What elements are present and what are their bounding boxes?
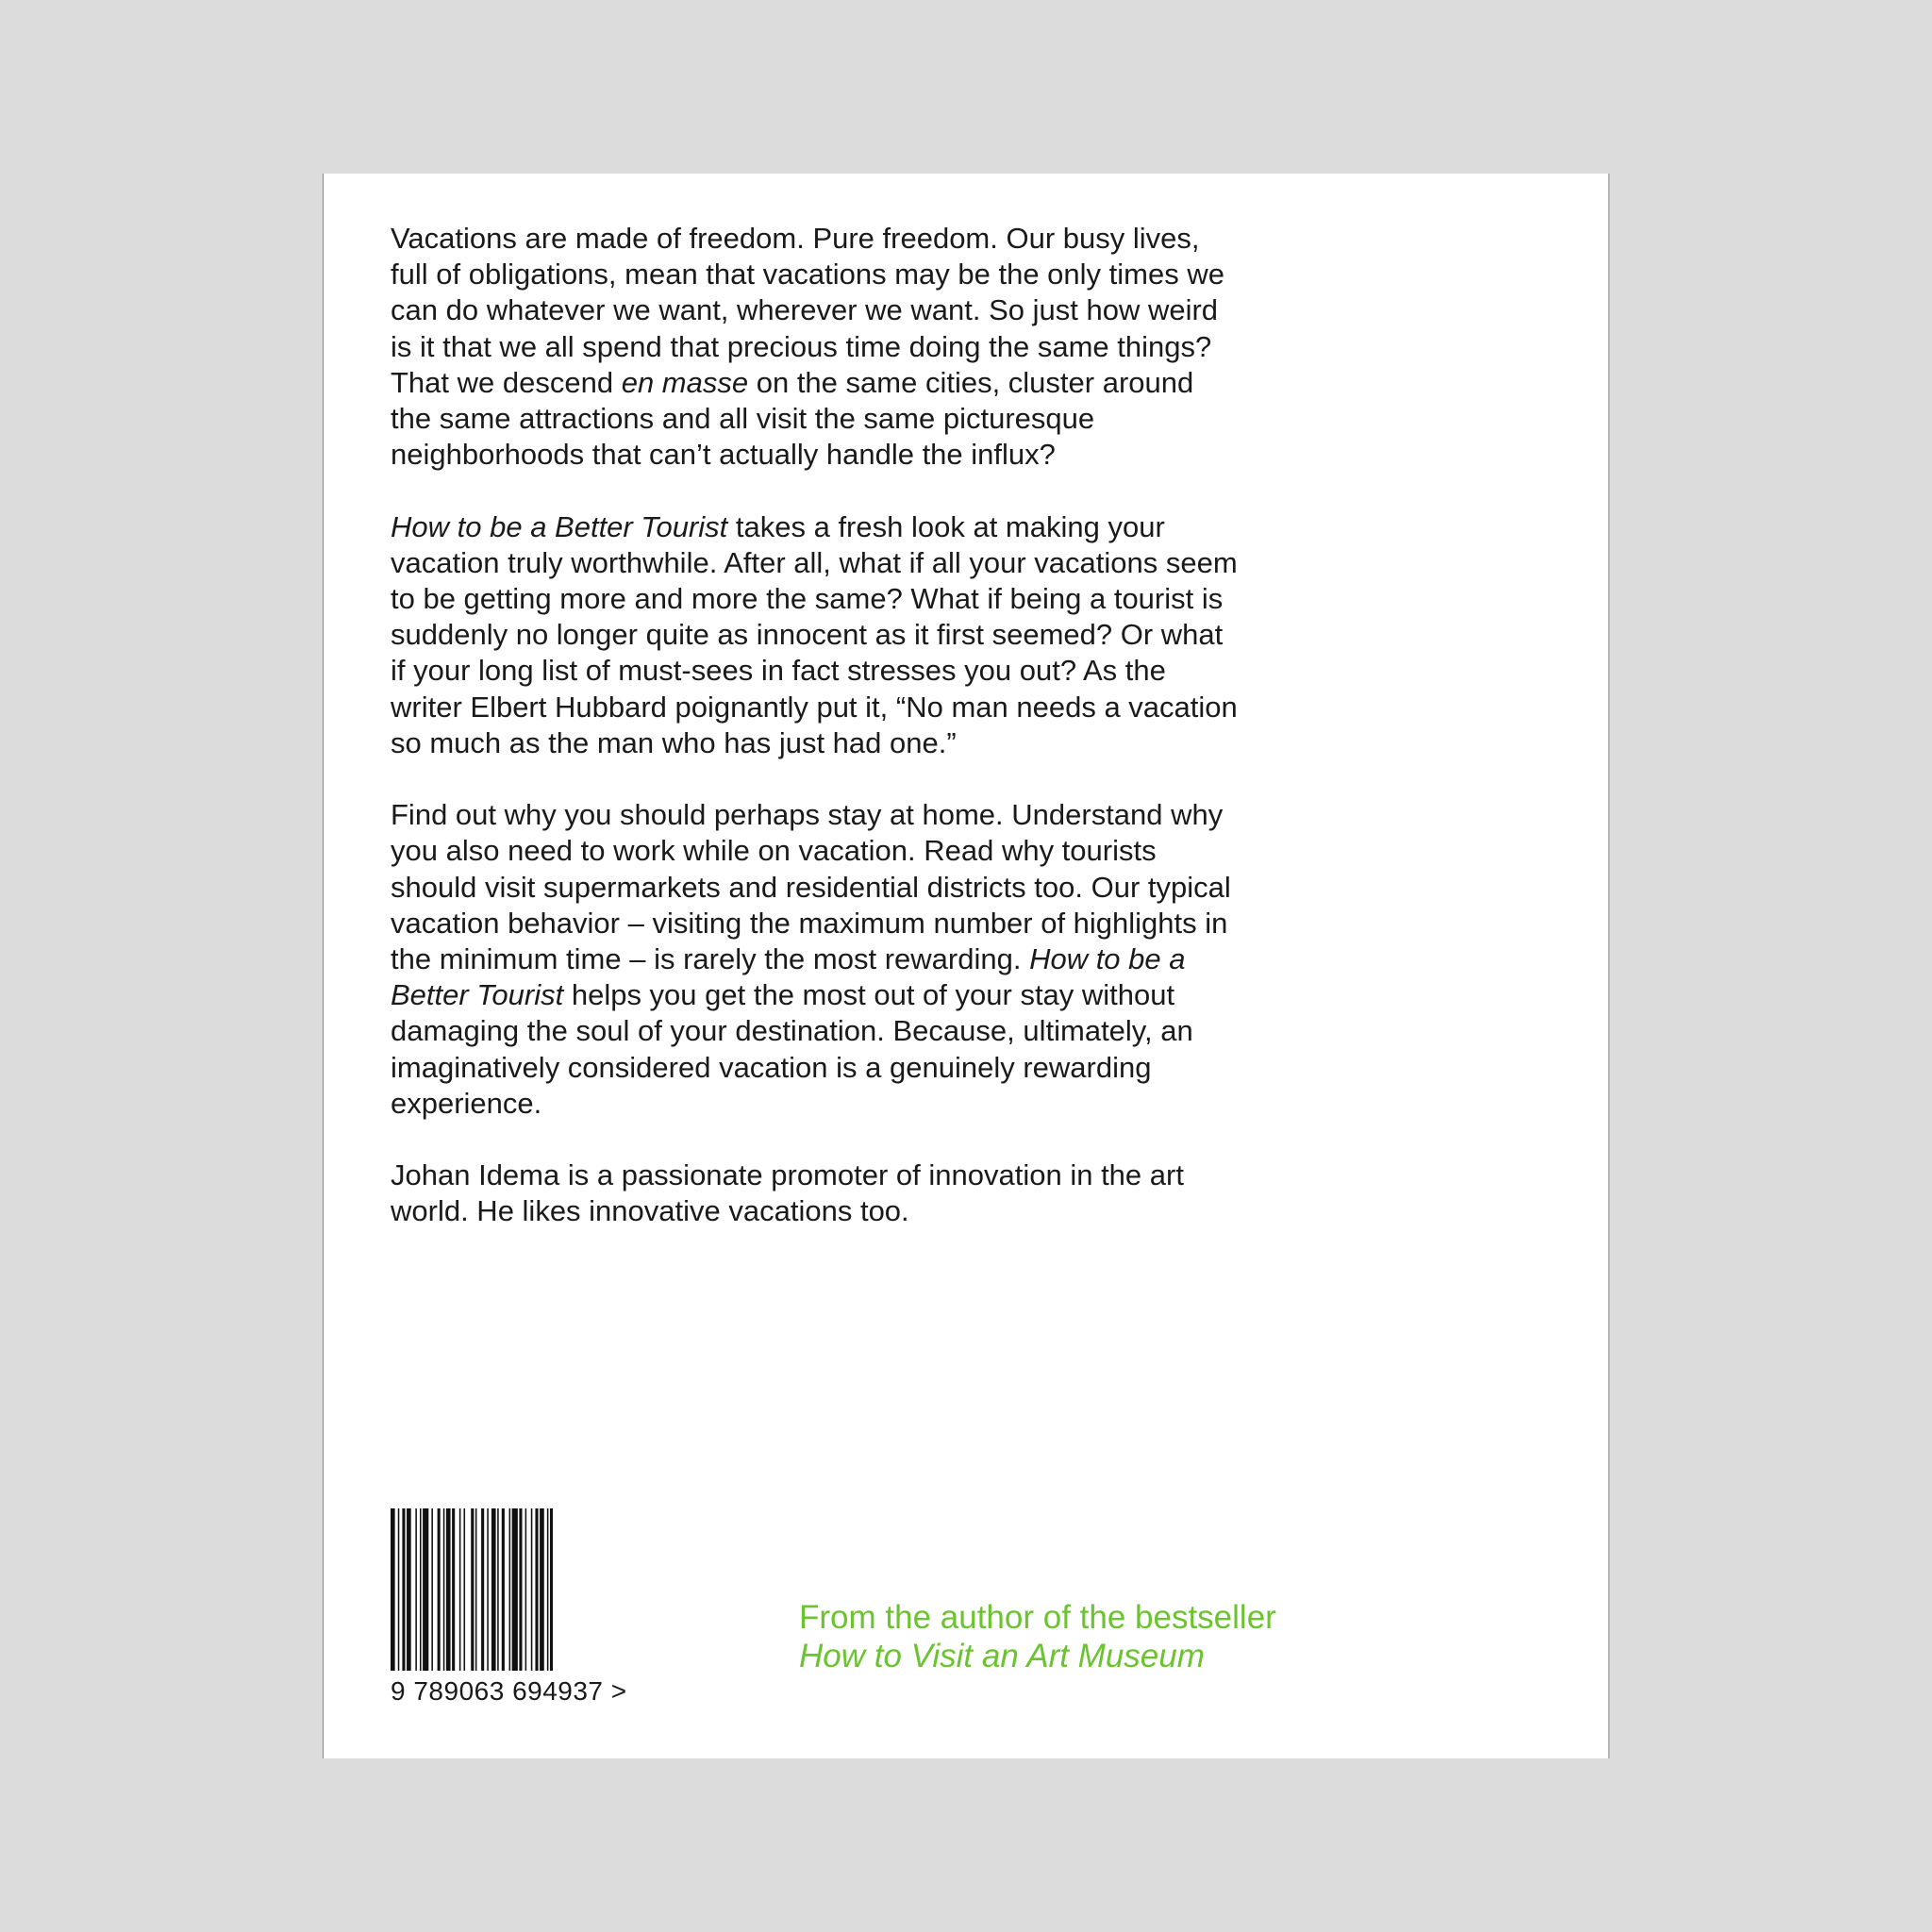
barcode-bar: [398, 1508, 400, 1671]
blurb-text: [391, 221, 1240, 1266]
barcode-bar: [481, 1508, 484, 1671]
barcode-bar: [402, 1508, 405, 1671]
barcode-bar: [519, 1508, 522, 1671]
barcode-bar: [487, 1508, 489, 1671]
blurb-text-span: takes a fresh look at making your vacation truly worthwhile. After all, what if all your vacations seem to be getting more and more the same? What if being a tourist is suddenly no longer quite as innocent as it first seemed? Or what if your long list of must-sees in fact stresses you out? As the writer Elbert Hubbard poignantly put it, “No man needs a vacation so much as the man who has just had one.”: [391, 509, 1238, 759]
barcode-bar: [497, 1508, 499, 1671]
blurb-paragraph-2: [391, 509, 1240, 761]
isbn-barcode: [391, 1508, 674, 1716]
blurb-paragraph-3: [391, 797, 1240, 1122]
barcode-bar: [459, 1508, 461, 1671]
barcode-bar: [547, 1508, 549, 1671]
author-bio: Johan Idema is a passionate promoter of innovation in the art world. He likes innovative vacations too.: [391, 1158, 1184, 1228]
barcode-bar: [391, 1508, 395, 1671]
promo-tagline: [799, 1598, 1276, 1675]
barcode-bar: [407, 1508, 411, 1671]
blurb-text-span: helps you get the most out of your stay without damaging the soul of your destination. Because, ultimately, an imaginatively considered vacation is a genuinely rewarding experience.: [391, 978, 1193, 1120]
barcode-bar: [471, 1508, 474, 1671]
blurb-italic-span: en masse: [621, 365, 749, 399]
barcode-bar: [431, 1508, 433, 1671]
barcode-bar: [509, 1508, 511, 1671]
barcode-bar: [512, 1508, 518, 1671]
book-title-italic: How to be a Better Tourist: [391, 509, 728, 543]
barcode-bar: [446, 1508, 451, 1671]
back-cover: [323, 174, 1609, 1758]
barcode-bar: [438, 1508, 441, 1671]
barcode-bar: [535, 1508, 538, 1671]
book-title-italic: How to be a Better Tourist: [391, 942, 1186, 1012]
barcode-bar: [443, 1508, 445, 1671]
promo-line-1: From the author of the bestseller: [799, 1599, 1276, 1636]
promo-line-2: How to Visit an Art Museum: [799, 1638, 1205, 1674]
barcode-bar: [540, 1508, 544, 1671]
blurb-text-span: Find out why you should perhaps stay at home. Understand why you also need to work while on vacation. Read why tourists should visit supermarkets and residential districts too. Our typical vacation behavior – visiting the maximum number of highlights in the minimum time – is rarely the most rewarding.: [391, 798, 1231, 976]
barcode-bar: [502, 1508, 505, 1671]
barcode-bar: [420, 1508, 422, 1671]
barcode-bar: [491, 1508, 496, 1671]
barcode-bar: [475, 1508, 477, 1671]
barcode-bar: [531, 1508, 533, 1671]
barcode-bar: [464, 1508, 466, 1671]
blurb-text-span: on the same cities, cluster around the same attractions and all visit the same picturesque neighborhoods that can’t actually handle the influx?: [391, 365, 1194, 472]
barcode-bar: [452, 1508, 455, 1671]
barcode-bar: [423, 1508, 428, 1671]
blurb-text-span: Vacations are made of freedom. Pure freedom. Our busy lives, full of obligations, mean that vacations may be the only times we can do whatever we want, wherever we want. So just how weird is it that we all spend that precious time doing the same things? That we descend: [391, 222, 1224, 399]
barcode-bar: [525, 1508, 527, 1671]
barcode-bar: [415, 1508, 417, 1671]
blurb-paragraph-1: [391, 221, 1240, 473]
isbn-digits: 9 789063 694937 >: [391, 1676, 627, 1706]
barcode-bar: [550, 1508, 553, 1671]
barcode-icon: [391, 1508, 626, 1671]
